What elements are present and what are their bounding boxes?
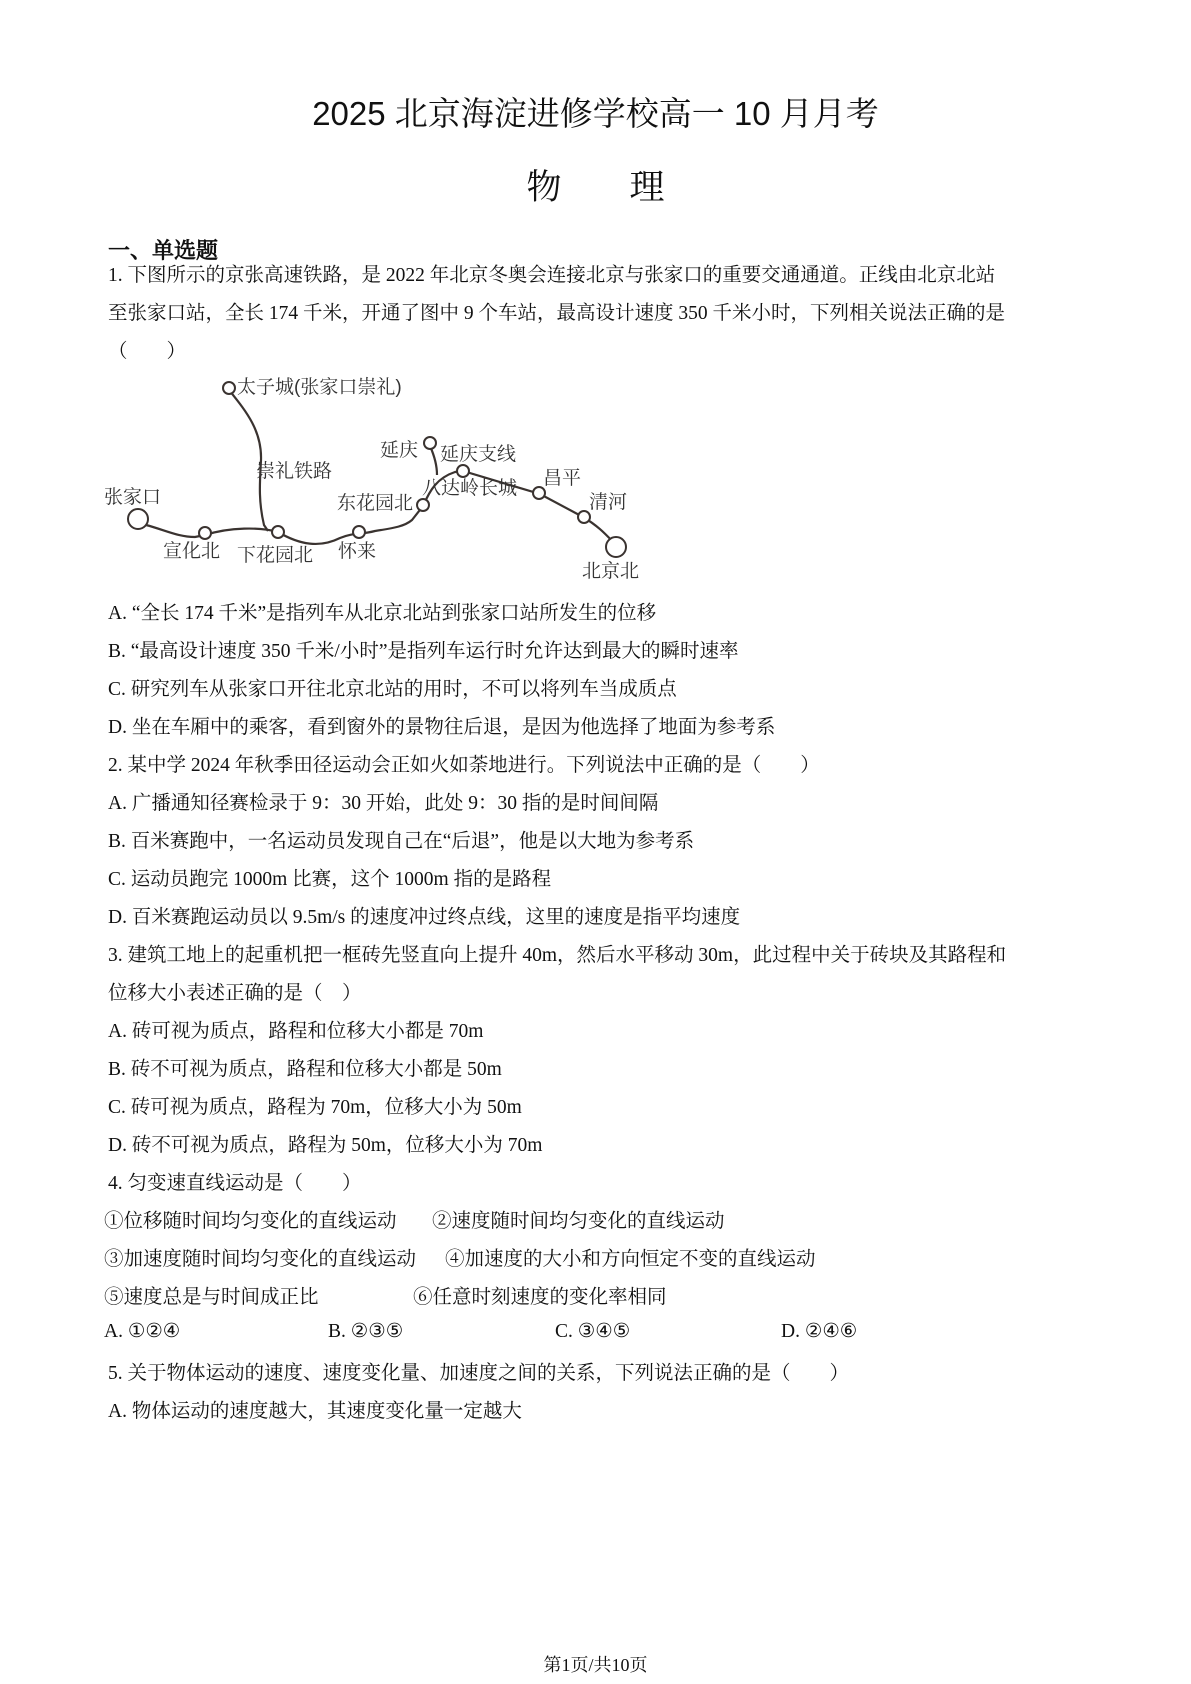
q4-option-d: D. ②④⑥: [781, 1321, 858, 1342]
q4-option-a: A. ①②④: [104, 1321, 181, 1342]
station-marker-zhangjiakou: [128, 509, 148, 529]
station-marker-xuanhuabei: [199, 527, 211, 539]
station-marker-beijingbei: [606, 537, 626, 557]
station-marker-donghuayuanbei: [417, 499, 429, 511]
q4-stem: 4. 匀变速直线运动是（ ）: [108, 1173, 362, 1194]
q2-option-d: D. 百米赛跑运动员以 9.5m/s 的速度冲过终点线，这里的速度是指平均速度: [108, 907, 741, 928]
q1-option-a: A. “全长 174 千米”是指列车从北京北站到张家口站所发生的位移: [108, 603, 657, 624]
station-marker-taizicheng: [223, 382, 235, 394]
station-label-yanqing: 延庆: [380, 440, 419, 461]
station-label-xuanhuabei: 宣化北: [163, 541, 221, 562]
q2-option-c: C. 运动员跑完 1000m 比赛，这个 1000m 指的是路程: [108, 869, 552, 890]
q3-option-b: B. 砖不可视为质点，路程和位移大小都是 50m: [108, 1059, 502, 1080]
q3-option-d: D. 砖不可视为质点，路程为 50m，位移大小为 70m: [108, 1135, 543, 1156]
subject-char-2: 理: [629, 168, 665, 207]
q4-option-b: B. ②③⑤: [328, 1321, 404, 1342]
branch-label-chongli: 崇礼铁路: [256, 461, 333, 482]
station-label-xiahuayuanbei: 下花园北: [237, 545, 314, 566]
q2-stem: 2. 某中学 2024 年秋季田径运动会正如火如荼地进行。下列说法中正确的是（ ）: [108, 755, 820, 776]
railway-map-figure: [100, 370, 700, 600]
q3-option-c: C. 砖可视为质点，路程为 70m，位移大小为 50m: [108, 1097, 522, 1118]
section-heading: 一、单选题: [108, 238, 219, 263]
subject-title: [0, 160, 1191, 210]
q3-option-a: A. 砖可视为质点，路程和位移大小都是 70m: [108, 1021, 484, 1042]
station-label-qinghe: 清河: [589, 492, 628, 513]
station-label-huailai: 怀来: [338, 541, 377, 562]
q4-option-c: C. ③④⑤: [555, 1321, 631, 1342]
q4-statement-3: ③加速度随时间均匀变化的直线运动: [104, 1249, 417, 1270]
q4-statement-1: ①位移随时间均匀变化的直线运动: [104, 1211, 397, 1232]
q5-option-a: A. 物体运动的速度越大，其速度变化量一定越大: [108, 1401, 522, 1422]
q4-statement-4: ④加速度的大小和方向恒定不变的直线运动: [445, 1249, 816, 1270]
station-label-taizicheng: 太子城(张家口崇礼): [237, 377, 402, 398]
station-label-beijingbei: 北京北: [582, 561, 640, 582]
q3-stem-line-1: 3. 建筑工地上的起重机把一框砖先竖直向上提升 40m，然后水平移动 30m，此过程中关于砖块及其路程和: [108, 945, 1007, 966]
q4-statement-2: ②速度随时间均匀变化的直线运动: [432, 1211, 725, 1232]
q1-stem-line-3: （ ）: [108, 341, 187, 362]
station-marker-badaling: [457, 465, 469, 477]
q4-statement-5: ⑤速度总是与时间成正比: [104, 1287, 319, 1308]
q1-option-b: B. “最高设计速度 350 千米/小时”是指列车运行时允许达到最大的瞬时速率: [108, 641, 739, 662]
q2-option-b: B. 百米赛跑中，一名运动员发现自己在“后退”，他是以大地为参考系: [108, 831, 695, 852]
branch-label-yanqing: 延庆支线: [440, 444, 517, 465]
q2-option-a: A. 广播通知径赛检录于 9：30 开始，此处 9：30 指的是时间间隔: [108, 793, 659, 814]
q4-statement-6: ⑥任意时刻速度的变化率相同: [413, 1287, 667, 1308]
yanqing-branch-line: [430, 446, 437, 475]
q5-stem: 5. 关于物体运动的速度、速度变化量、加速度之间的关系，下列说法正确的是（ ）: [108, 1363, 850, 1384]
station-marker-huailai: [353, 526, 365, 538]
q1-stem-line-2: 至张家口站，全长 174 千米，开通了图中 9 个车站，最高设计速度 350 千米小时，下列相关说法正确的是: [108, 303, 1006, 324]
q1-stem-line-1: 1. 下图所示的京张高速铁路，是 2022 年北京冬奥会连接北京与张家口的重要交通通道。正线由北京北站: [108, 265, 996, 286]
q1-option-d: D. 坐在车厢中的乘客，看到窗外的景物往后退，是因为他选择了地面为参考系: [108, 717, 776, 738]
station-label-badaling: 八达岭长城: [422, 478, 518, 499]
station-marker-xiahuayuanbei: [272, 526, 284, 538]
subject-char-1: 物: [526, 168, 562, 207]
q1-option-c: C. 研究列车从张家口开往北京北站的用时，不可以将列车当成质点: [108, 679, 677, 700]
station-label-changping: 昌平: [543, 468, 582, 489]
page-indicator: 第1页/共10页: [543, 1655, 648, 1675]
station-marker-yanqing: [424, 437, 436, 449]
exam-title: 2025 北京海淀进修学校高一 10 月月考: [312, 95, 879, 132]
station-label-donghuayuanbei: 东花园北: [337, 493, 414, 514]
q3-stem-line-2: 位移大小表述正确的是（ ）: [108, 983, 362, 1004]
station-label-zhangjiakou: 张家口: [104, 487, 162, 508]
